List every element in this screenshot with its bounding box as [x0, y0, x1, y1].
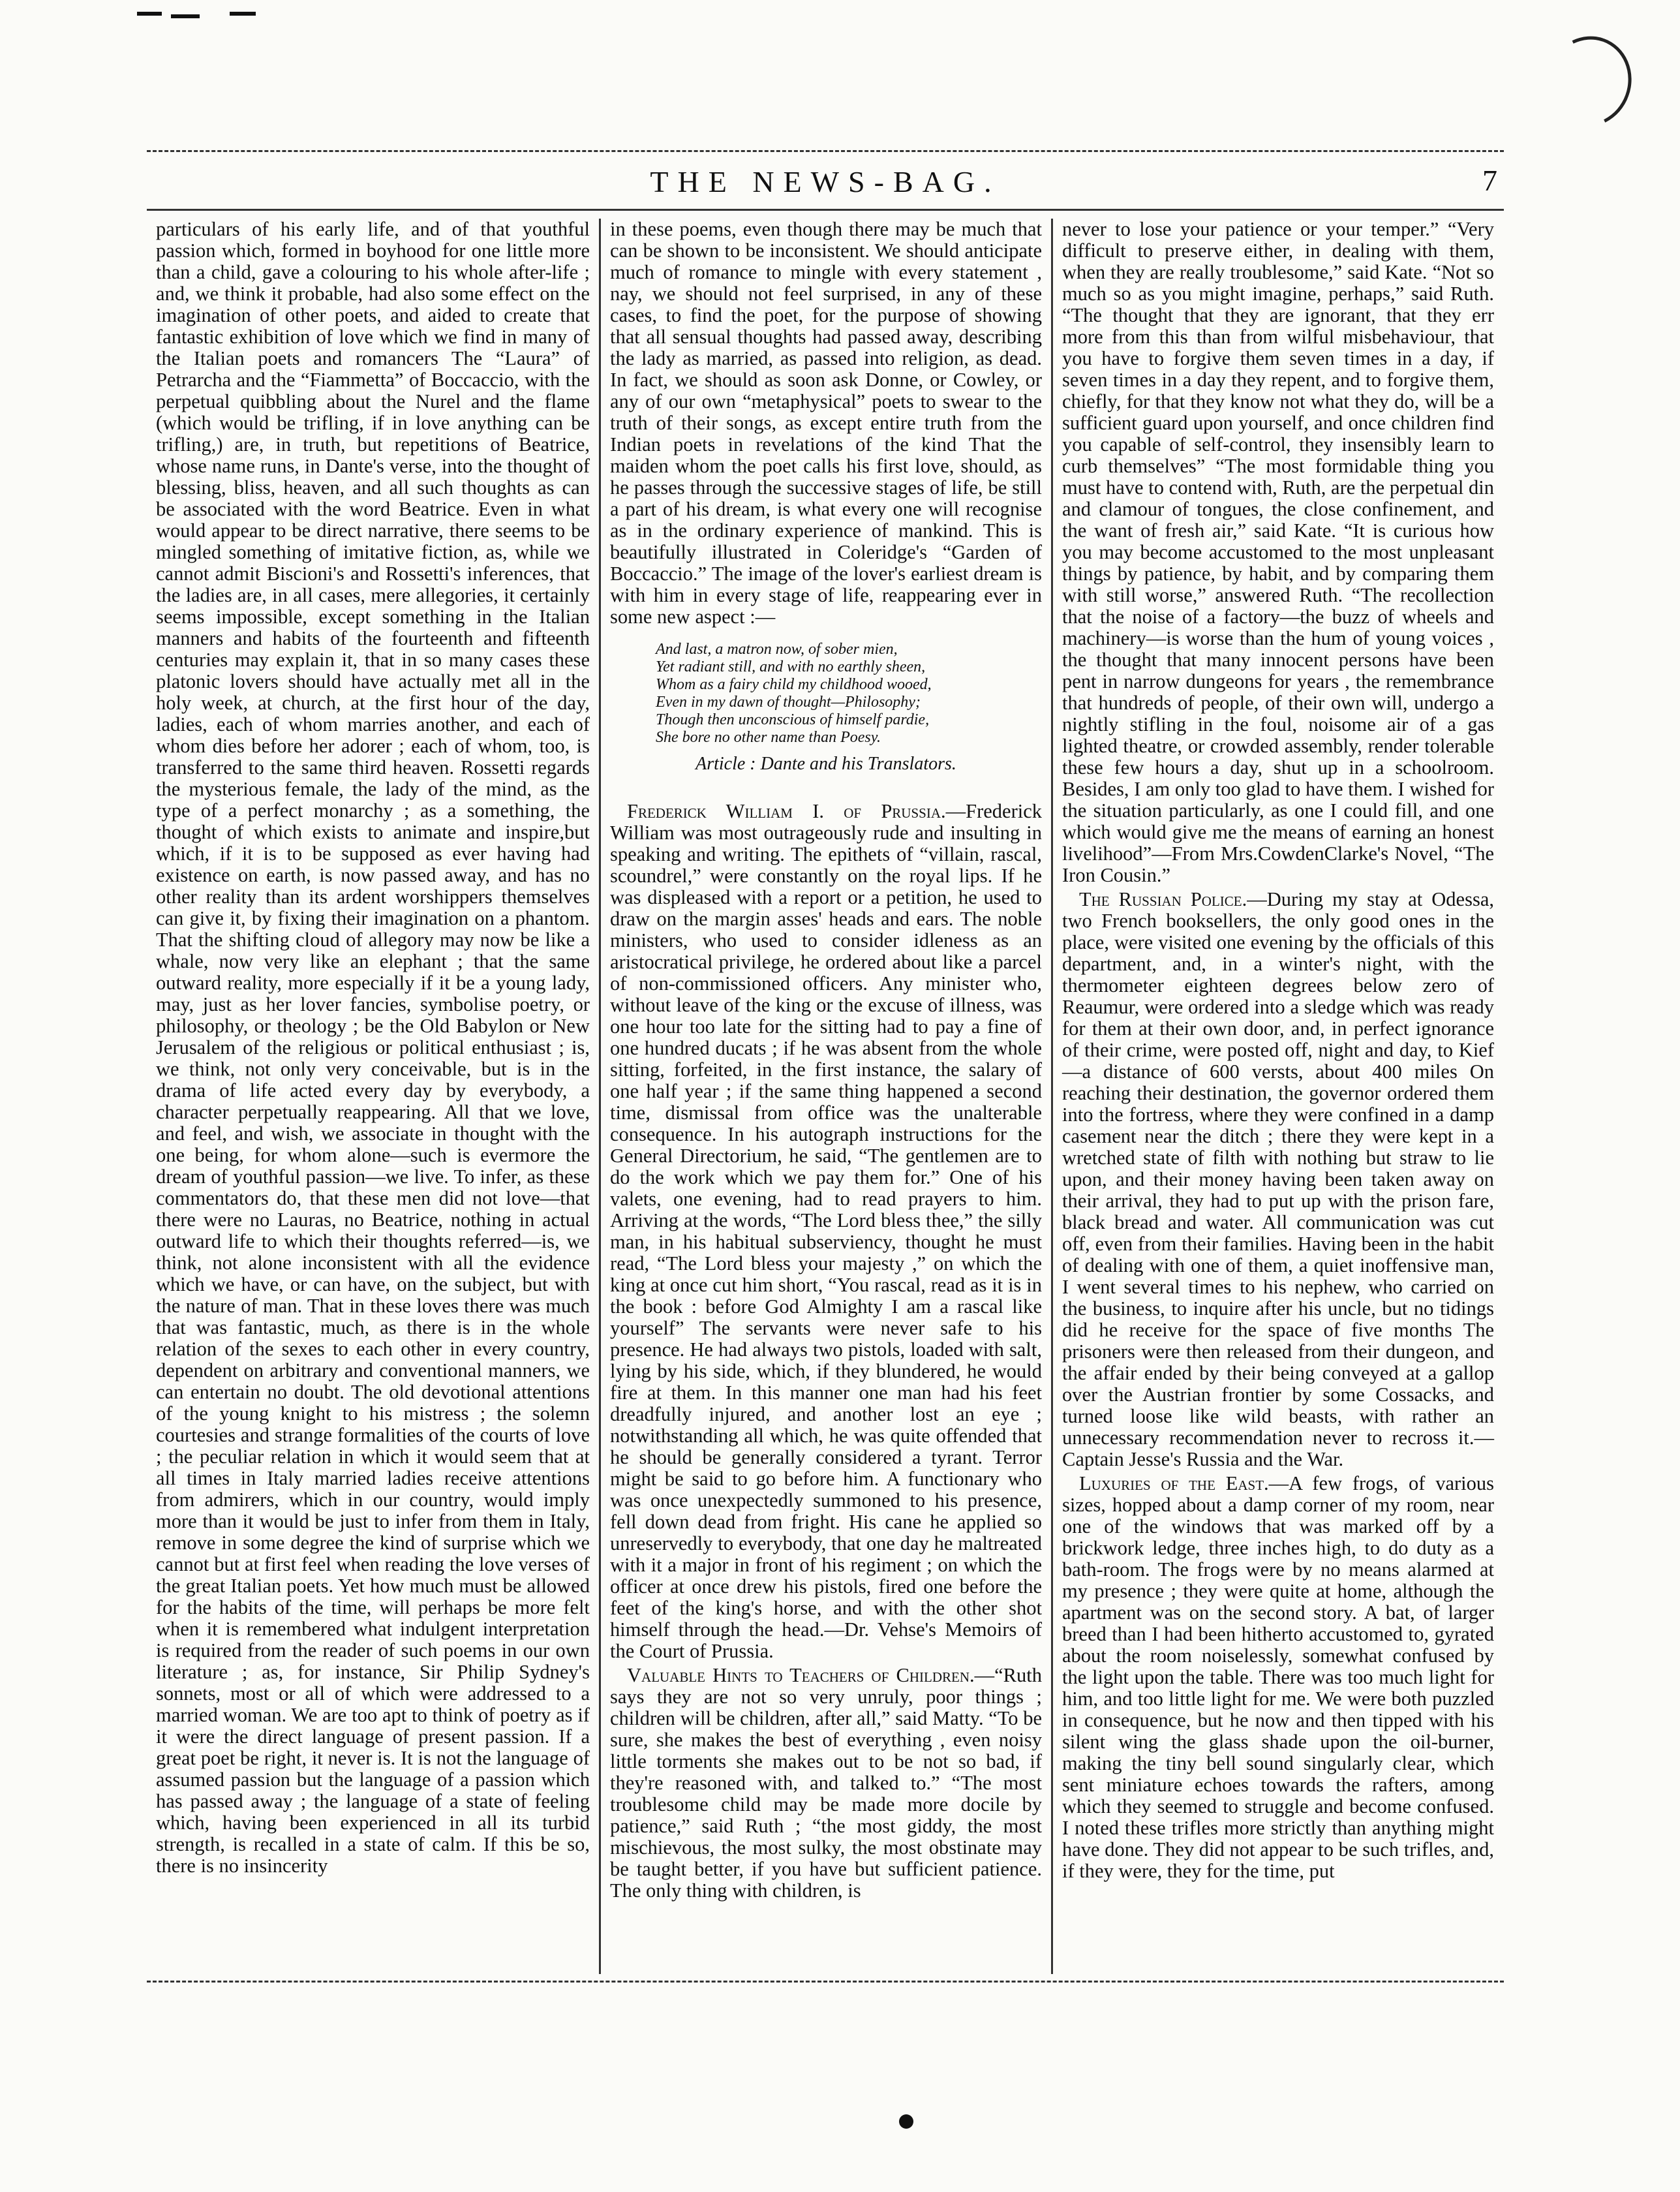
library-stamp [1533, 24, 1644, 139]
article-columns [147, 219, 1504, 1974]
item-heading: Frederick William I. of Prussia. [627, 800, 946, 822]
item-body: —“Ruth says they are not so very unruly, poor things ; children will be children, after all,” said Matty. “To be sure, she makes the best of everything , even noisy little torments she makes out to be not so bad, if they're reasoned with, and talked to.” “The most troublesome child may be made more docile by patience,” said Ruth ; “the most giddy, the most mischievous, the most sulky, the most obstinate may be taught better, if you have but sufficient patience. The only thing with children, is [610, 1664, 1042, 1902]
russian-police-item [1062, 889, 1494, 1470]
luxuries-item [1062, 1473, 1494, 1882]
header-rule-bottom [147, 209, 1504, 211]
item-heading: Valuable Hints to Teachers of Children. [627, 1664, 975, 1686]
frederick-item [610, 801, 1042, 1662]
column-middle [599, 219, 1051, 1974]
page-header [147, 150, 1504, 212]
item-body: —Frederick William was most outrageously rude and insulting in speaking and writing. The epithets of “villain, rascal, scoundrel,” were constantly on the royal lips. If he was displeased with a report or a petition, he used to draw on the margin asses' heads and ears. The noble ministers, who used to consider idleness as an aristocratical privilege, he ordered about like a parcel of non-commissioned officers. Any minister who, without leave of the king or the excuse of illness, was one hour too late for the sitting had to pay a fine of one hundred ducats ; if he was absent from the whole sitting, forfeited, in the first instance, the salary of one half year ; if the same thing happened a second time, dismissal from office was the unalterable consequence. In his autograph instructions for the General Directorium, he said, “The gentlemen are to do the work which we pay them for.” One of his valets, one evening, had to read prayers to him. Arriving at the words, “The Lord bless thee,” the silly man, in his habitual subserviency, thought he must read, “The Lord bless your majesty ,” on which the king at once cut him short, “You rascal, read as it is in the book : before God Almighty I am a rascal like yourself” The servants were never safe to his presence. He had always two pistols, loaded with salt, lying by his side, which, if they blundered, he would fire at them. In this manner one man had his feet dreadfully injured, and another lost an eye ; notwithstanding all which, he was quite offended that he should be generally considered a tyrant. Terror might be said to go before him. A functionary who was once unexpectedly summoned to his presence, fell down dead from fright. His cane he applied so unreservedly to everybody, that one day he maltreated with it a major in front of his regiment ; on which the officer at once drew his pistols, fired one before the feet of the king's horse, and with the other shot himself through the head.—Dr. Vehse's Memoirs of the Court of Prussia. [610, 800, 1042, 1662]
verse-line: Though then unconscious of himself pardie, [656, 711, 930, 728]
page-number: 7 [1482, 164, 1497, 197]
dante-article-conclusion: in these poems, even though there may be much that can be shown to be inconsistent. We should anticipate much of romance to mingle with every statement , nay, we should not feel surprised, in any of these cases, to find the poet, for the purpose of showing that all sensual thoughts had passed away, describing the lady as married, as passed into religion, as dead. In fact, we should as soon ask Donne, or Cowley, or any of our own “metaphysical” poets to swear to the truth of their songs, as except entire truth from the Indian poets in revelations of the kind That the maiden whom the poet calls his first love, should, as he passes through the successive stages of life, be still a part of his dream, is what every one will recognise as in the ordinary experience of mankind. This is beautifully illustrated in Coleridge's “Garden of Boccaccio.” The image of the lover's earliest dream is with him in every stage of life, reappearing ever in some new aspect :— [610, 219, 1042, 628]
hints-item [610, 1665, 1042, 1902]
header-rule-top [147, 150, 1504, 152]
page-dot [899, 2114, 913, 2129]
coleridge-verse [656, 641, 1042, 747]
footer-rule [147, 1981, 1504, 1983]
verse-line: Yet radiant still, and with no earthly sheen, [656, 658, 926, 675]
scan-mark [230, 12, 256, 16]
verse-line: She bore no other name than Poesy. [656, 729, 881, 746]
dante-article-continued: particulars of his early life, and of that youthful passion which, formed in boyhood for one little more than a child, gave a colouring to his whole after-life ; and, we think it probable, had also some effect on the imagination of other poets, and aided to create that fantastic exhibition of love which we find in many of the Italian poets and romancers The “Laura” of Petrarcha and the “Fiammetta” of Boccaccio, with the perpetual quibbling about the Nurel and the flame (which would be trifling, if in love anything can be trifling,) are, in truth, but repetitions of Beatrice, whose name runs, in Dante's verse, into the thought of blessing, bliss, heaven, and all such thoughts as can be associated with the word Beatrice. Even in what would appear to be direct narrative, there seems to be mingled something of imitative fiction, as, while we cannot admit Biscioni's and Rossetti's inferences, that the ladies are, in all cases, mere allegories, it certainly seems impossible, except something in the Italian manners and habits of the fourteenth and fifteenth centuries may explain it, that in so many cases these platonic lovers should have actually met all in the holy week, at church, at the first hour of the day, ladies, each of whom marries another, and each of whom dies before her adorer ; each of whom, too, is transferred to the same third heaven. Rossetti regards the mysterious female, the lady of the mind, as the type of a perfect monarchy ; as a something, the thought of which exists to animate and inspire,but which, if it is to be supposed as ever having had existence on earth, is now passed away, and has no other reality than its ardent worshippers themselves can give it, by fixing their imagination on a phantom. That the shifting cloud of allegory may now be like a whale, now very like an elephant ; that the same outward reality, more especially if it be a young lady, may, just as her lover fancies, symbolise poetry, or philosophy, or theology ; be the Old Babylon or New Jerusalem of the religious or political enthusiast ; is, we think, not only very conceivable, but is in the drama of life acted every day by everybody, a character perpetually reappearing. All that we love, and feel, and wish, we associate in thought with the one being, for whom alone—such is evermore the dream of youthful passion—we live. To infer, as these commentators do, that these men did not love—that there were no Lauras, no Beatrice, nothing in actual outward life to which their thoughts referred—is, we think, not alone inconsistent with all the evidence which we have, or can have, on the subject, but with the nature of man. That in these loves there was much that was fantastic, much, as there is in the whole relation of the sexes to each other in every country, dependent on arbitrary and conventional manners, we can entertain no doubt. The old devotional attentions of the young knight to his mistress ; the solemn courtesies and strange formalities of the courts of love ; the peculiar relation in which it would seem that at all times in Italy married ladies receive attentions from admirers, which in our country, would imply more than it would be just to infer from them in Italy, remove in some degree the kind of surprise which we cannot but at first feel when reading the love verses of the great Italian poets. Yet how much must be allowed for the habits of the time, will perhaps be more felt when it is remembered what indulgent interpretation is required from the reader of such poems in our own literature ; as, for instance, Sir Philip Sydney's sonnets, most or all of which were addressed to a married woman. We are too apt to think of poetry as if it were the direct language of present passion. If a great poet be right, it never is. It is not the language of assumed passion but the language of a passion which has passed away ; the language of a state of feeling which, having been experienced in all its turbid strength, is recalled in a state of calm. If this be so, there is no insincerity [156, 219, 590, 1877]
item-body: —During my stay at Odessa, two French booksellers, the only good ones in the place, were visited one evening by the officials of this department, and, in a winter's night, with the thermometer eighteen degrees below zero of Reaumur, were ordered into a sledge which was ready for them at their own door, and, in perfect ignorance of their crime, were posted off, night and day, to Kief—a distance of 600 versts, about 400 miles On reaching their destination, the governor ordered them into the fortress, where they were confined in a damp casement near the ditch ; there they were kept in a wretched state of filth with nothing but straw to lie upon, and their money having been taken away on their arrival, they had to put up with the prison fare, black bread and water. All communication was cut off, even from their families. Having been in the habit of dealing with one of them, a quiet inoffensive man, I went several times to his nephew, who carried on the business, to inquire after his uncle, but no tidings did he receive for the space of five months The prisoners were then released from their dungeon, and the affair ended by their being conveyed at a gallop over the Austrian frontier by some Cossacks, and turned loose like wild beasts, with rather an unnecessary recommendation never to recross it.—Captain Jesse's Russia and the War. [1062, 888, 1494, 1470]
item-heading: Luxuries of the East. [1079, 1472, 1269, 1494]
hints-item-continued: never to lose your patience or your temper.” “Very difficult to preserve either, in dealing with them, when they are really troublesome,” said Kate. “Not so much so as you might imagine, perhaps,” said Ruth. “The thought that they are ignorant, that they err more from this than from wilful misbehaviour, that you have to forgive them seven times in a day, if seven times in a day they repent, and to forgive them, chiefly, for that they know not what they do, will be a sufficient guard upon yourself, and once children find you capable of self-control, they insensibly learn to curb themselves” “The most formidable thing you must have to contend with, Ruth, are the perpetual din and clamour of tongues, the close confinement, and the want of fresh air,” said Kate. “It is curious how you may become accustomed to the most unpleasant things by patience, by habit, and by comparing them with still worse,” answered Ruth. “The recollection that the noise of a factory—the buzz of wheels and machinery—is worse than the hum of young voices , the thought that many innocent persons have been pent in narrow dungeons for years , the remembrance that hundreds of people, of their own will, undergo a nightly stifling in the foul, noisome air of a gas lighted theatre, or crowded assembly, render tolerable these few hours a day, shut up in a schoolroom. Besides, I am only too glad to have them. I wished for the situation particularly, as one I could fill, and one which would give me the means of earning an honest livelihood”—From Mrs.CowdenClarke's Novel, “The Iron Cousin.” [1062, 219, 1494, 886]
item-heading: The Russian Police. [1079, 888, 1247, 910]
column-left [147, 219, 599, 1974]
scan-mark [171, 14, 200, 18]
scan-mark [137, 12, 162, 16]
column-right [1051, 219, 1503, 1974]
verse-line: Even in my dawn of thought—Philosophy; [656, 694, 921, 711]
verse-line: And last, a matron now, of sober mien, [656, 641, 898, 658]
item-body: —A few frogs, of various sizes, hopped about a damp corner of my room, near one of the windows that was marked off by a brickwork ledge, three inches high, to do duty as a bath-room. The frogs were by no means alarmed at my presence ; they were quite at home, although the apartment was on the second story. A bat, of larger breed than I had been hitherto accustomed to, gyrated about the room noiselessly, somewhat confused by the light upon the table. There was too much light for him, and too little light for me. We were both puzzled in consequence, but he now and then tipped with his silent wing the glass shade upon the oil-burner, making the tiny bell sound singularly clear, which sent miniature echoes towards the rafters, among which they seemed to struggle and become confused. I noted these trifles more strictly than anything might have done. They did not appear to be such trifles, and, if they were, they for the time, put [1062, 1472, 1494, 1882]
masthead-title: THE NEWS-BAG. [650, 165, 1001, 198]
verse-line: Whom as a fairy child my childhood wooed, [656, 676, 932, 693]
article-attribution: Article : Dante and his Translators. [695, 754, 956, 774]
